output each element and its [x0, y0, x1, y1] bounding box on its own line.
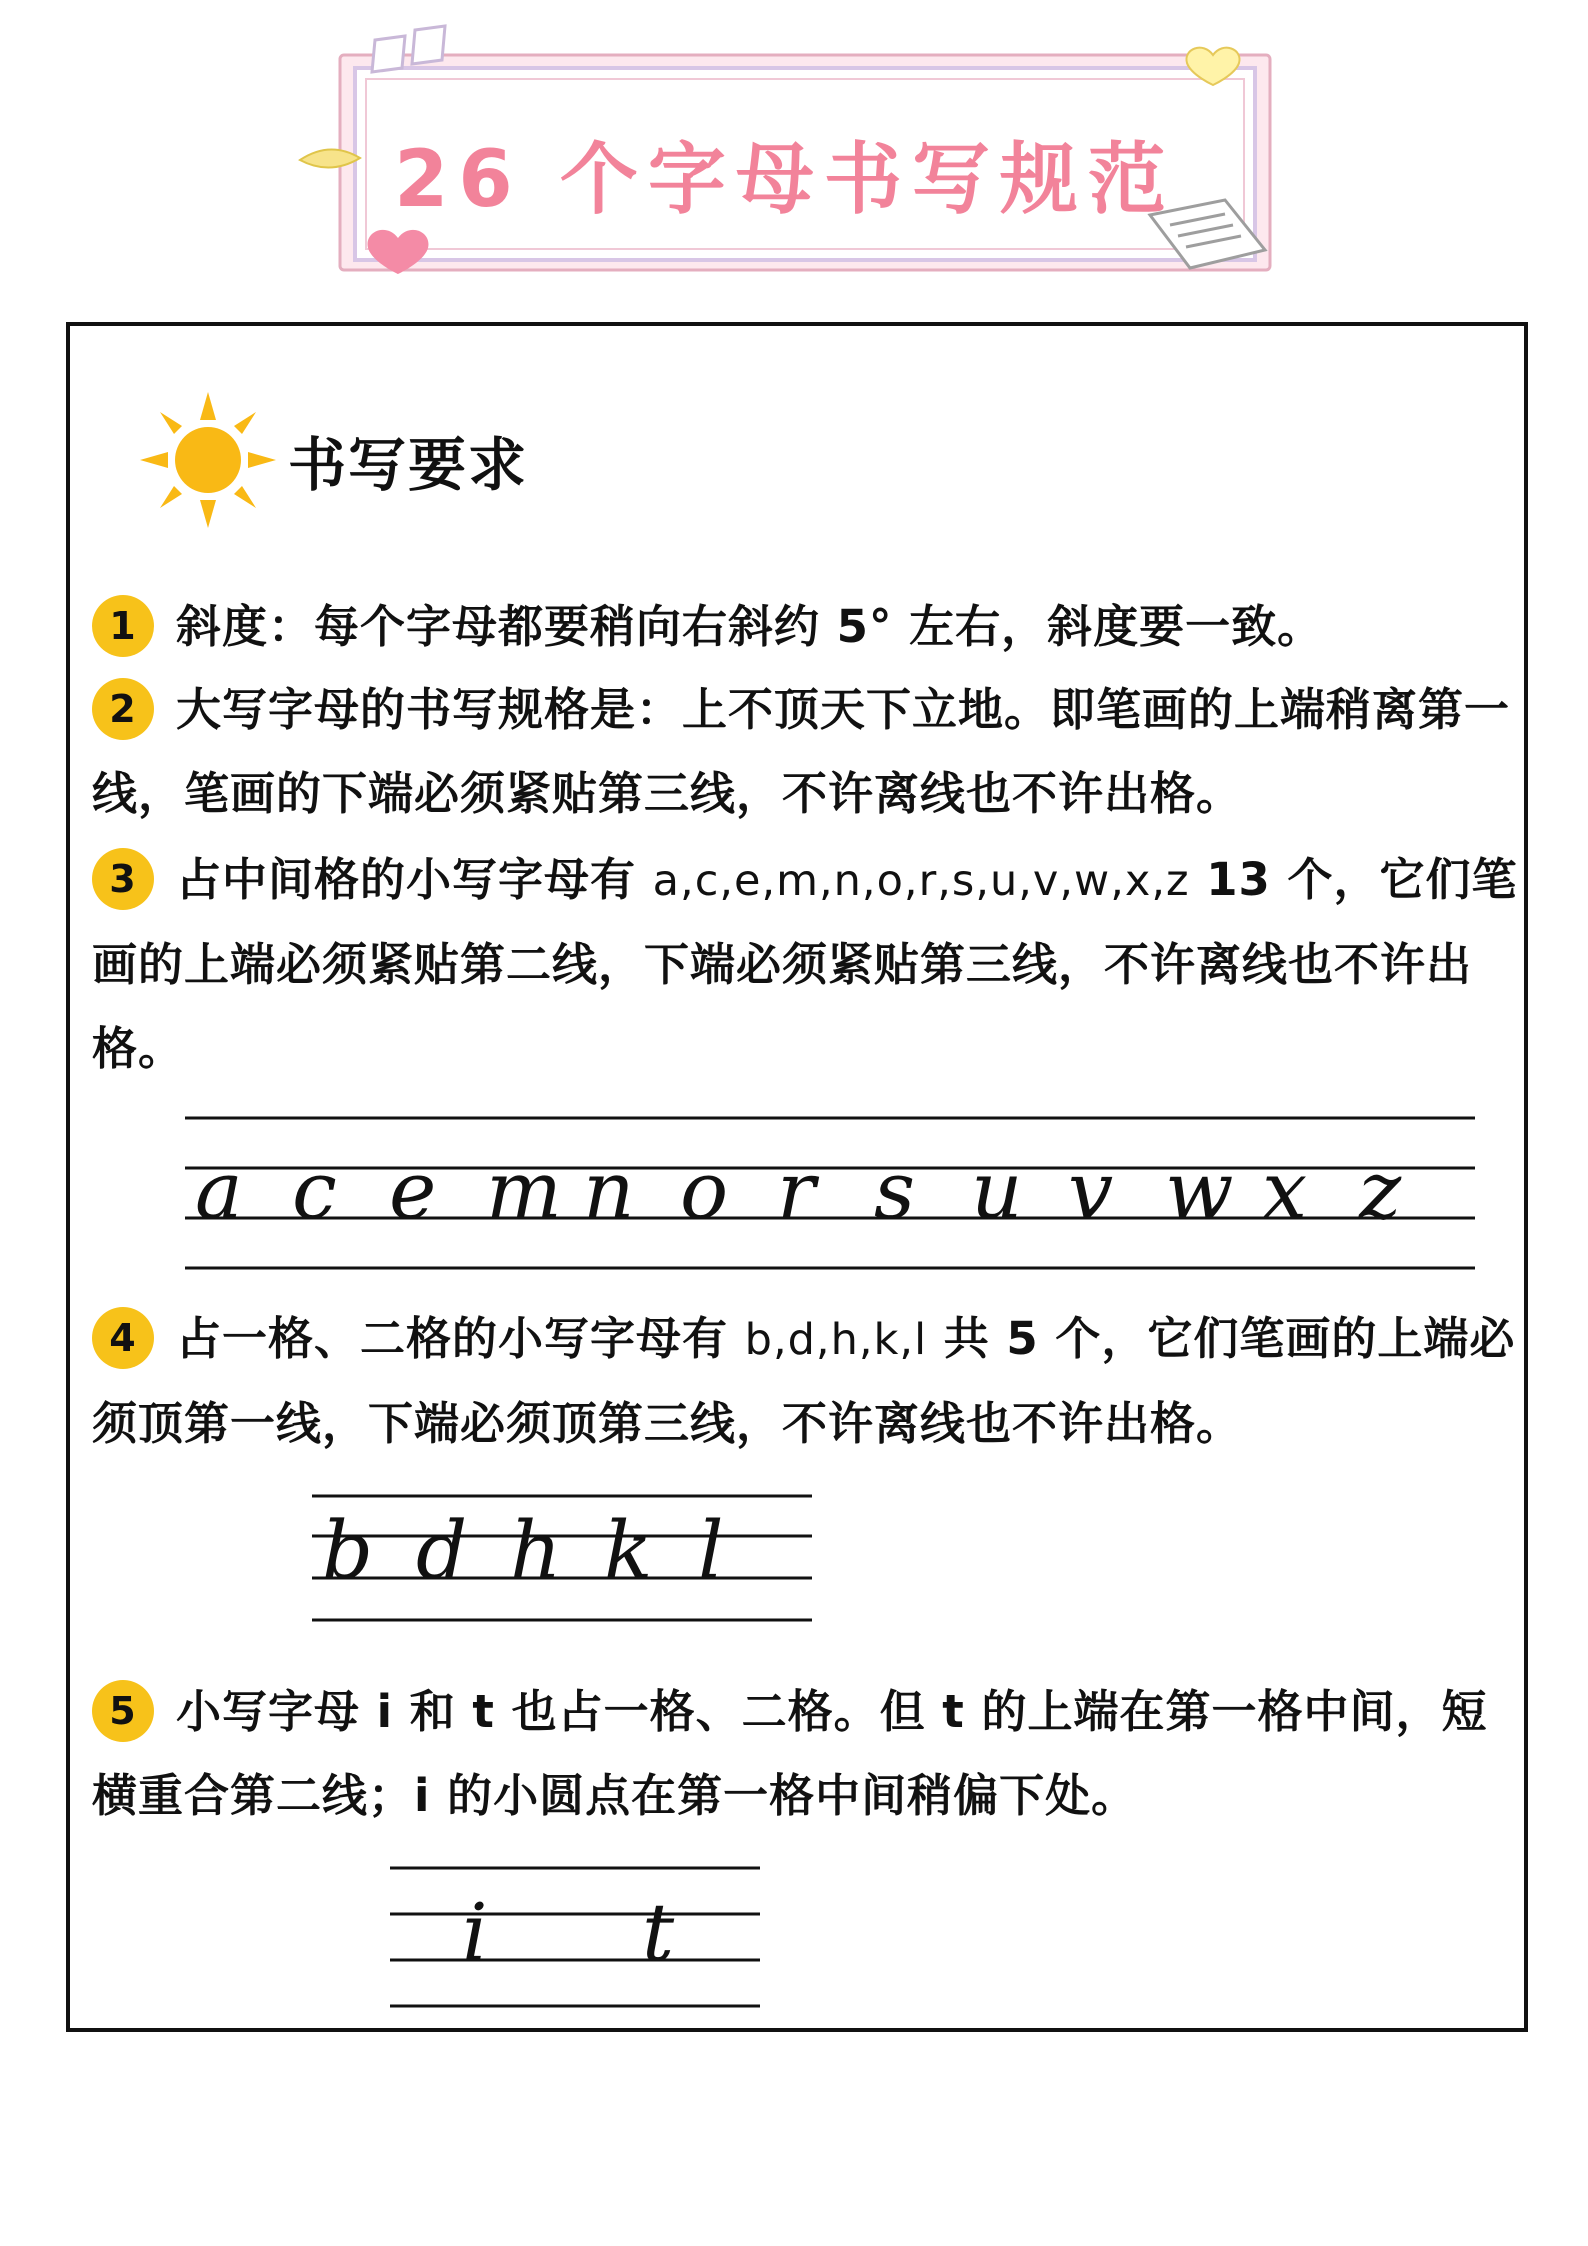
heading-text: 书写要求: [288, 431, 529, 499]
rule-text: 占中间格的小写字母有: [176, 853, 653, 906]
rule-letters: a,c,e,m,n,o,r,s,u,v,w,x,z: [652, 856, 1190, 906]
rule-text: 小写字母 i 和 t 也占一格、二格。但 t 的上端在第一格中间，短横重合第二线；i 的小圆点在第一格中间稍偏下处。: [92, 1685, 1488, 1822]
rule-text: 共 5 个，它们笔画的上端必须顶第一线，下端必须顶第三线，不许离线也不许出格。: [92, 1312, 1516, 1450]
example-tall-letters: [312, 1478, 812, 1638]
rule-text: 斜度：每个字母都要稍向右斜约 5° 左右，斜度要一致。: [176, 600, 1324, 653]
rule-number-badge: 4: [92, 1307, 154, 1369]
example-letter-w: w: [1165, 1144, 1234, 1237]
example-letter-n: n: [583, 1144, 635, 1237]
rule-5: [92, 1670, 1520, 1838]
example-letter-c: c: [292, 1144, 337, 1237]
example-letter-b: b: [322, 1504, 374, 1597]
example-middle-letters: [185, 1100, 1475, 1280]
rule-text: 占一格、二格的小写字母有: [176, 1312, 745, 1365]
example-letter-l: l: [698, 1504, 724, 1597]
rule-letters: b,d,h,k,l: [744, 1315, 928, 1365]
rule-number-badge: 2: [92, 678, 154, 740]
rule-number-badge: 1: [92, 595, 154, 657]
example-letter-o: o: [680, 1144, 729, 1237]
example-letter-u: u: [971, 1144, 1023, 1237]
rule-number-badge: 5: [92, 1680, 154, 1742]
rule-text: 大写字母的书写规格是：上不顶天下立地。即笔画的上端稍离第一线，笔画的下端必须紧贴第三线，不许离线也不许出格。: [92, 683, 1511, 820]
rule-number-badge: 3: [92, 848, 154, 910]
rule-text: 13 个，它们笔画的上端必须紧贴第二线，下端必须紧贴第三线，不许离线也不许出格。: [92, 853, 1518, 1075]
example-letter-e: e: [389, 1144, 437, 1237]
section-heading: [138, 395, 528, 525]
example-letter-s: s: [874, 1144, 916, 1237]
example-letter-k: k: [604, 1504, 653, 1597]
rule-4: [92, 1297, 1520, 1466]
example-letter-v: v: [1068, 1144, 1114, 1237]
sun-icon: [138, 390, 278, 530]
rule-1: [92, 585, 1520, 669]
example-letter-x: x: [1262, 1144, 1308, 1237]
example-letter-i: i: [462, 1886, 488, 1979]
example-letter-z: z: [1359, 1144, 1402, 1237]
example-letter-m: m: [486, 1144, 562, 1237]
example-letter-d: d: [416, 1504, 468, 1597]
example-i-t-letters: [390, 1850, 760, 2020]
example-letter-t: t: [642, 1886, 675, 1979]
example-letter-r: r: [777, 1144, 816, 1237]
title-banner: [0, 0, 1588, 300]
page-title: 26 个字母书写规范: [394, 135, 1176, 225]
example-letter-a: a: [195, 1144, 243, 1237]
rule-3: [92, 838, 1520, 1091]
rule-2: [92, 668, 1520, 836]
example-letter-h: h: [510, 1504, 562, 1597]
